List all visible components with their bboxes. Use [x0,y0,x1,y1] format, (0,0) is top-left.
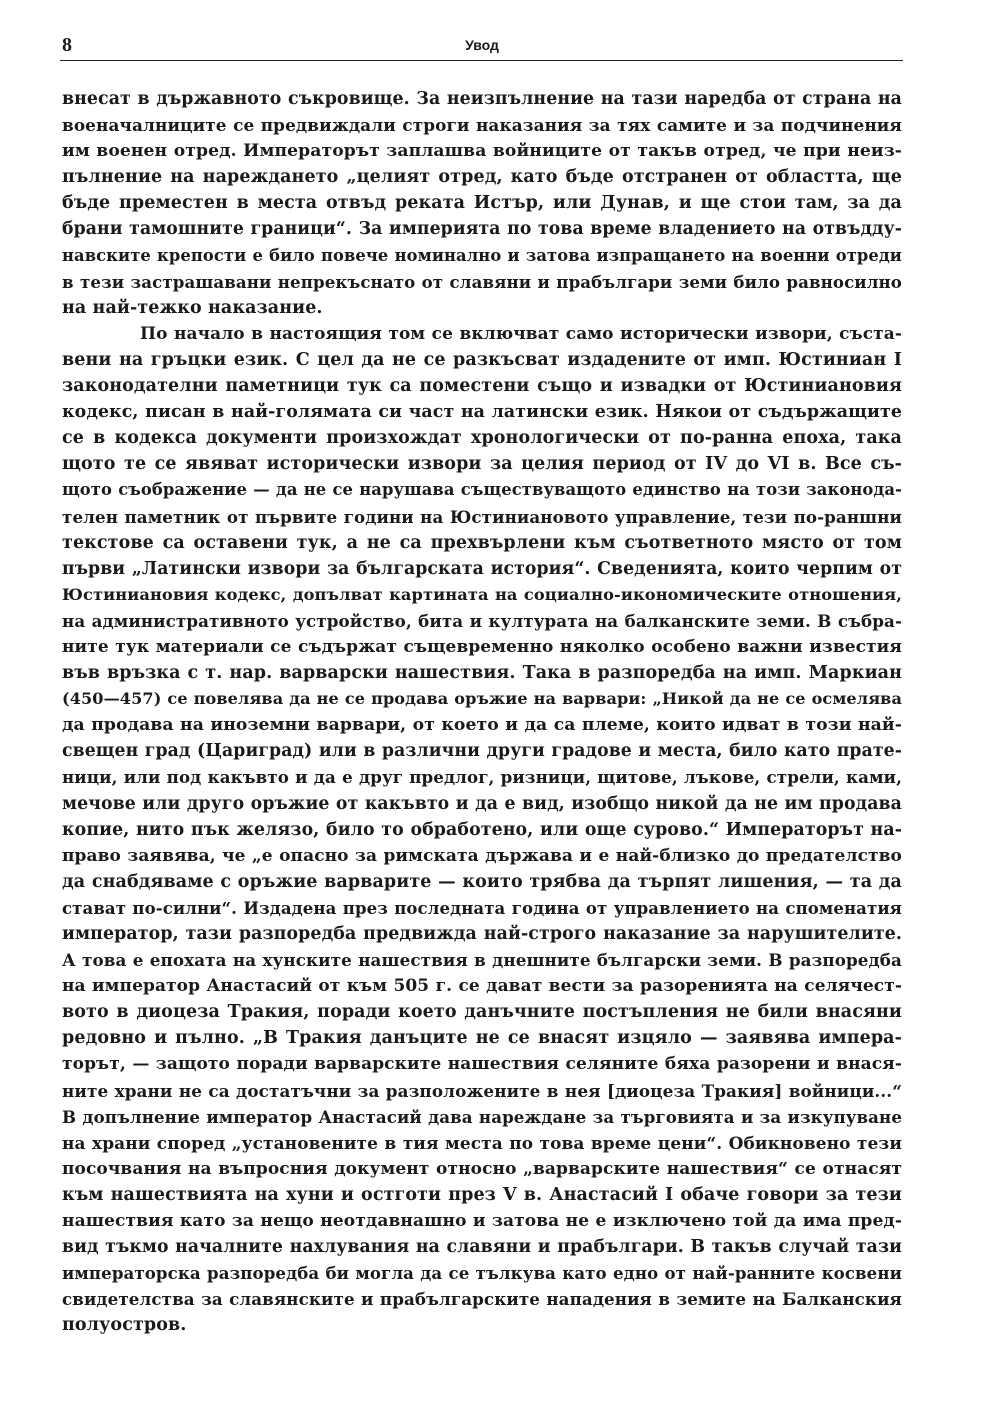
text-line: В допълнение император Анастасий дава нареждане за търговията и за изкупуване [62,1106,902,1127]
text-line: военачалниците се предвиждали строги наказания за тях самите и за подчинения [62,115,902,136]
text-line: внесат в държавното съкровище. За неизпълнение на тази наредба от страна на [62,89,902,109]
body-text [62,86,902,1339]
text-line: (450—457) се повелява да не се продава оръжие на варвари: „Никой да не се осмелява [62,689,902,709]
text-line: бъде преместен в места отвъд реката Истър, или Дунав, и ще стои там, за да [62,193,902,214]
text-line: на административното устройство, бита и културата на балканските земи. В събра- [62,610,902,631]
text-line: да снабдяваме с оръжие варварите — които трябва да търпят лишения, — та да [62,871,902,892]
text-line: свещен град (Цариград) или в различни други градове и места, било като прате- [62,741,902,762]
text-line: вото в диоцеза Тракия, поради което данъчните постъпления не били внасяни [62,1002,902,1023]
text-line: законодателни паметници тук са поместени също и извадки от Юстиниановия [62,376,902,397]
text-line: ници, или под какъвто и да е друг предлог, ризници, щитове, лъкове, стрели, ками, [62,767,902,788]
text-line: брани тамошните граници“. За империята по това време владението на отвъдду- [62,219,902,240]
text-line: вени на гръцки език. С цел да не се разкъсват издадените от имп. Юстиниан I [62,349,902,370]
text-line: към нашествията на хуни и остготи през V в. Анастасий I обаче говори за тези [62,1184,902,1205]
text-line: свидетелства за славянските и прабългарските нападения в земите на Балканския [62,1289,902,1310]
text-line: стават по-силни“. Издадена през последната година от управлението на споменатия [62,897,902,918]
running-title: Увод [465,37,499,53]
text-line: текстове са оставени тук, а не са прехвърлени към съответното място от том [62,532,902,553]
text-line: да продава на иноземни варвари, от което и да са племе, които идват в този най- [62,715,902,736]
text-line: мечове или друго оръжие от какъвто и да е вид, изобщо никой да не им продава [62,793,902,814]
text-line: щото съображение — да не се нарушава съществуващото единство на този законода- [62,480,902,500]
text-line: А това е епохата на хунските нашествия в днешните български земи. В разпоредба [62,950,902,971]
text-line: във връзка с т. нар. варварски нашествия. Така в разпоредба на имп. Маркиан [62,663,902,684]
text-line: на храни според „установените в тия места по това време цени“. Обикновено тези [62,1132,902,1153]
text-line: По начало в настоящия том се включват само исторически извори, съста- [140,323,902,344]
text-line: посочвания на въпросния документ относно „варварските нашествия“ се отнасят [62,1158,902,1179]
text-line: на император Анастасий от към 505 г. се дават вести за разоренията на селячест- [62,976,902,997]
text-line: щото те се явяват исторически извори за целия период от IV до VI в. Все съ- [62,454,902,475]
text-line: Юстиниановия кодекс, допълват картината на социално-икономическите отношения, [62,584,902,604]
page-number: 8 [62,34,72,56]
text-line: в тези застрашавани непрекъснато от славяни и прабългари земи било равносилно [62,271,902,292]
text-line: полуостров. [62,1315,187,1336]
text-line: право заявява, че „е опасно за римската държава и е най-близко до предателство [62,845,902,866]
text-line: император, тази разпоредба предвижда най-строго наказание за нарушителите. [62,924,902,944]
text-line: пълнение на нареждането „целият отред, като бъде отстранен от областта, ще [62,167,902,188]
text-line: вид тъкмо началните нахлувания на славяни и прабългари. В такъв случай тази [62,1237,902,1258]
text-line: редовно и пълно. „В Тракия данъците не се внасят изцяло — заявява импера- [62,1028,902,1049]
text-line: императорска разпоредба би могла да се тълкува като едно от най-ранните косвени [62,1263,902,1284]
text-line: първи „Латински извори за българската история“. Сведенията, които черпим от [62,558,902,579]
text-line: копие, нито пък желязо, било то обработено, или още сурово.“ Императорът на- [62,819,902,840]
text-line: ните тук материали се съдържат същевременно няколко особено важни известия [62,636,902,657]
text-line: се в кодекса документи произхождат хронологически от по-ранна епоха, така [62,428,902,449]
text-line: телен паметник от първите години на Юстиниановото управление, тези по-раншни [62,506,902,527]
text-line: торът, — защото поради варварските нашествия селяните бяха разорени и внася- [62,1054,902,1075]
text-line: навските крепости е било повече номинално и затова изпращането на военни отреди [62,245,902,265]
text-line: на най-тежко наказание. [62,297,323,318]
header-rule [60,60,903,61]
text-line: ните храни не са достатъчни за разположените в нея [диоцеза Тракия] войници...“ [62,1080,902,1101]
text-line: нашествия като за нещо неотдавнашно и затова не е изключено той да има пред- [62,1211,902,1232]
page-header [62,34,902,68]
text-line: им военен отред. Императорът заплашва войниците от такъв отред, че при неиз- [62,141,902,162]
text-line: кодекс, писан в най-голямата си част на латински език. Някои от съдържащите [62,402,902,423]
